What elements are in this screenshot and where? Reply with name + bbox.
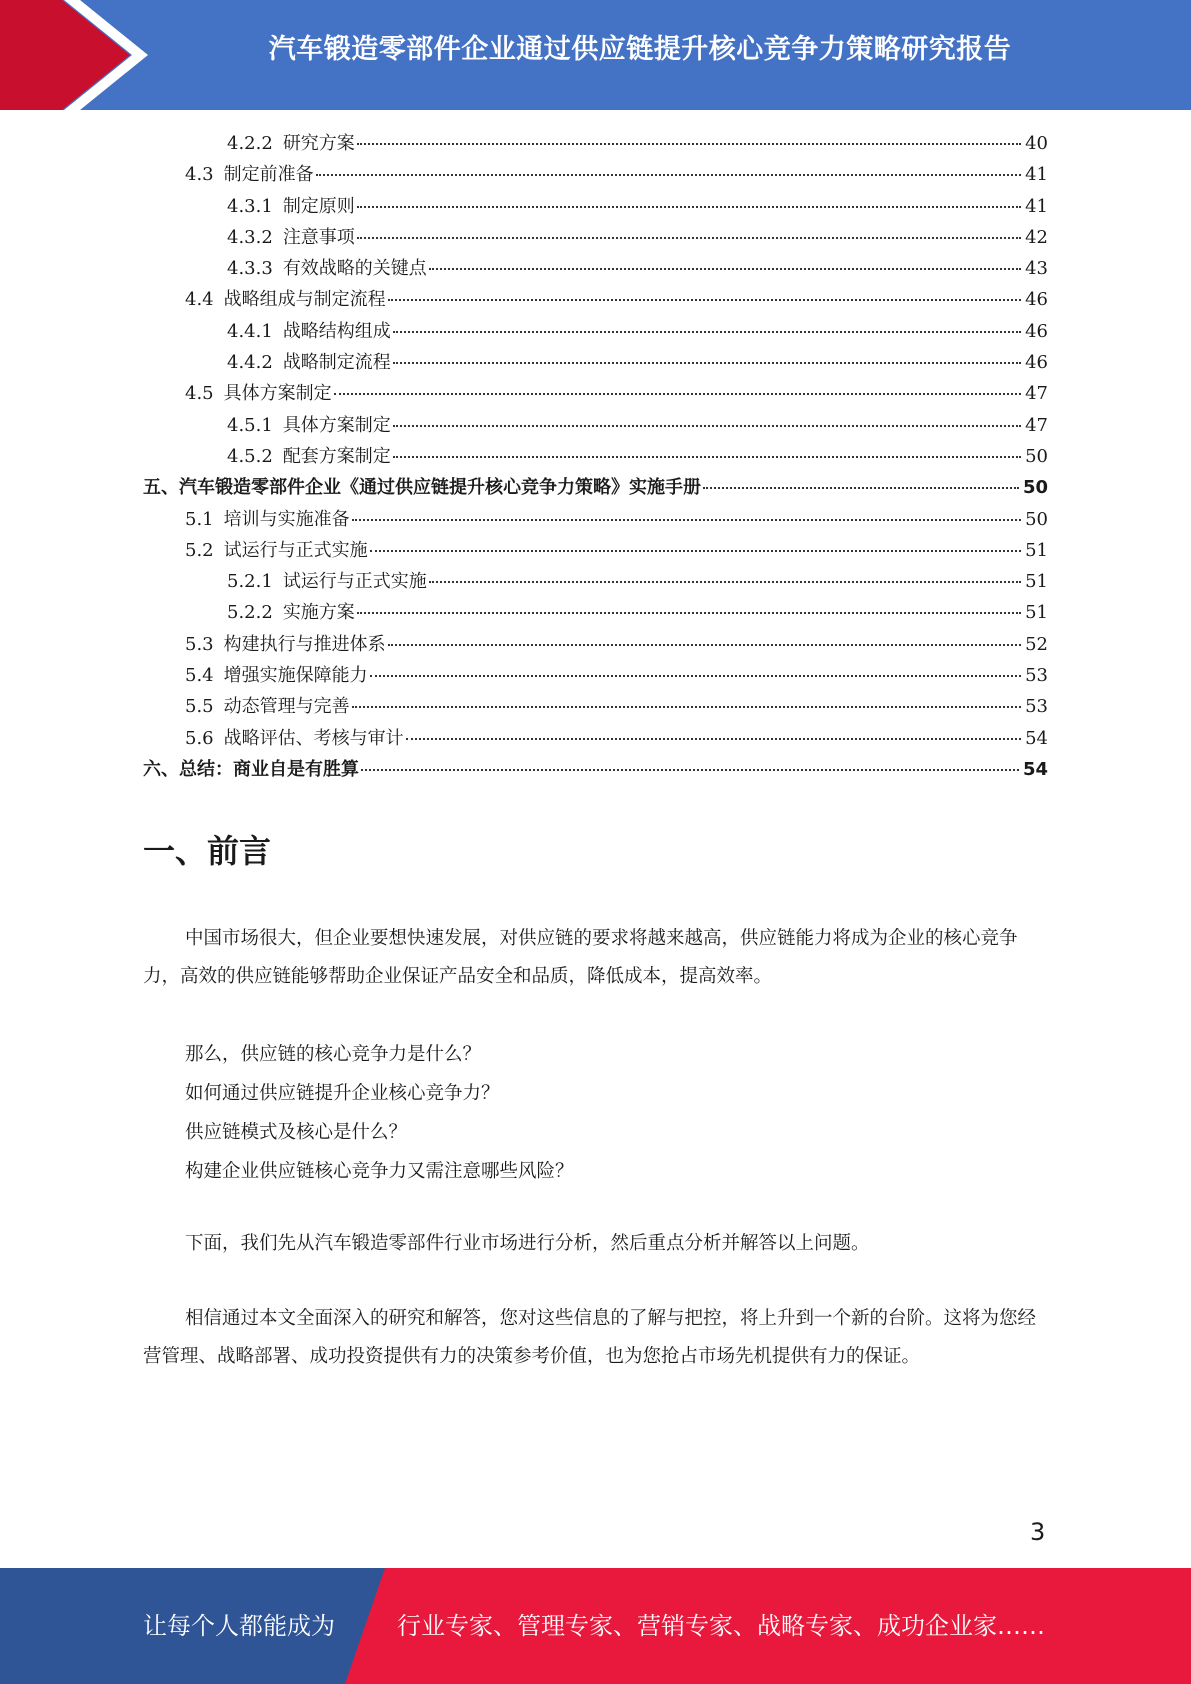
toc-entry-page: 51 — [1025, 539, 1048, 561]
toc-entry-label: 战略结构组成 — [282, 320, 391, 342]
toc-entry-number: 4.2.2 — [227, 133, 273, 154]
toc-entry-page: 51 — [1025, 571, 1048, 593]
toc-entry-number: 5.5 — [185, 696, 214, 718]
toc-entry[interactable] — [143, 317, 1048, 348]
toc-dot-leader — [388, 644, 1021, 646]
toc-entry-label: 制定原则 — [282, 195, 355, 217]
toc-entry-page: 43 — [1025, 258, 1048, 280]
toc-entry[interactable] — [143, 442, 1048, 473]
next-paragraph: 下面，我们先从汽车锻造零部件行业市场进行分析，然后重点分析并解答以上问题。 — [185, 1233, 870, 1254]
toc-dot-leader — [357, 206, 1021, 208]
toc-entry[interactable] — [143, 348, 1048, 379]
toc-entry-number: 5.2 — [185, 539, 214, 561]
toc-entry-number: 4.5 — [185, 383, 214, 405]
toc-dot-leader — [429, 581, 1021, 583]
toc-dot-leader — [370, 675, 1021, 677]
footer-slogan-left: 让每个人都能成为 — [143, 1612, 335, 1640]
report-title: 汽车锻造零部件企业通过供应链提升核心竞争力策略研究报告 — [268, 34, 1012, 65]
toc-entry-label: 具体方案制定 — [223, 383, 332, 405]
toc-dot-leader — [388, 299, 1021, 301]
toc-entry-page: 54 — [1025, 727, 1048, 749]
toc-entry-number: 5.6 — [185, 727, 214, 749]
toc-entry[interactable] — [143, 567, 1048, 598]
toc-entry-number: 4.3.3 — [227, 258, 273, 280]
toc-entry-label: 六、总结：商业自是有胜算 — [143, 758, 359, 780]
toc-entry-number: 4.4.2 — [227, 352, 273, 374]
toc-entry-label: 试运行与正式实施 — [223, 539, 368, 561]
toc-entry-page: 53 — [1025, 665, 1048, 687]
toc-dot-leader — [361, 769, 1019, 771]
toc-entry-label: 培训与实施准备 — [223, 508, 350, 530]
toc-entry-label: 试运行与正式实施 — [282, 571, 427, 593]
toc-entry-page: 46 — [1025, 289, 1048, 311]
toc-entry-number: 4.5.2 — [227, 445, 273, 467]
toc-entry-page: 42 — [1025, 226, 1048, 248]
footer-slogan-right: 行业专家、管理专家、营销专家、战略专家、成功企业家…… — [397, 1612, 1045, 1640]
toc-dot-leader — [357, 612, 1021, 614]
toc-entry[interactable] — [143, 223, 1048, 254]
toc-entry-page: 54 — [1022, 758, 1048, 780]
toc-entry[interactable] — [143, 160, 1048, 191]
toc-entry[interactable] — [143, 129, 1048, 160]
toc-entry-label: 战略组成与制定流程 — [223, 289, 386, 311]
toc-entry-number: 4.5.1 — [227, 414, 273, 436]
toc-entry-label: 战略评估、考核与审计 — [223, 727, 404, 749]
toc-dot-leader — [393, 425, 1021, 427]
toc-entry[interactable] — [143, 724, 1048, 755]
toc-entry-page: 50 — [1025, 508, 1048, 530]
toc-dot-leader — [357, 143, 1021, 145]
toc-entry-label: 有效战略的关键点 — [282, 258, 427, 280]
toc-entry-label: 具体方案制定 — [282, 414, 391, 436]
toc-dot-leader — [429, 268, 1021, 270]
closing-paragraph: 相信通过本文全面深入的研究和解答，您对这些信息的了解与把控，将上升到一个新的台阶。这将为您经营管理、战略部署、成功投资提供有力的决策参考价值，也为您抢占市场先机提供有力的保证。 — [143, 1308, 1037, 1367]
toc-dot-leader — [370, 550, 1021, 552]
toc-entry[interactable] — [143, 192, 1048, 223]
toc-entry-number: 4.3 — [185, 164, 214, 186]
toc-entry-number: 5.2.2 — [227, 602, 273, 624]
section-heading: 一、前言 — [143, 832, 272, 870]
question-line: 供应链模式及核心是什么？ — [185, 1122, 408, 1143]
toc-dot-leader — [352, 706, 1021, 708]
page-number: 3 — [1030, 1518, 1046, 1546]
toc-entry-page: 50 — [1022, 477, 1048, 499]
toc-entry-number: 4.4 — [185, 289, 214, 311]
table-of-contents — [143, 129, 1048, 786]
toc-entry-number: 5.3 — [185, 633, 214, 655]
toc-entry-page: 53 — [1025, 696, 1048, 718]
toc-entry-label: 实施方案 — [282, 602, 355, 624]
toc-entry-page: 46 — [1025, 352, 1048, 374]
toc-entry[interactable] — [143, 692, 1048, 723]
toc-entry-page: 47 — [1025, 414, 1048, 436]
toc-entry-label: 注意事项 — [282, 226, 355, 248]
toc-entry-label: 战略制定流程 — [282, 352, 391, 374]
toc-entry-number: 5.4 — [185, 665, 214, 687]
toc-entry-page: 52 — [1025, 633, 1048, 655]
toc-entry[interactable] — [143, 473, 1048, 504]
header-chevron-graphic — [0, 0, 160, 110]
question-line: 那么，供应链的核心竞争力是什么？ — [185, 1044, 482, 1065]
toc-entry[interactable] — [143, 755, 1048, 786]
toc-dot-leader — [393, 456, 1021, 458]
toc-entry[interactable] — [143, 285, 1048, 316]
toc-entry-number: 5.2.1 — [227, 571, 273, 593]
toc-entry[interactable] — [143, 379, 1048, 410]
toc-entry[interactable] — [143, 505, 1048, 536]
intro-paragraph: 中国市场很大，但企业要想快速发展，对供应链的要求将越来越高，供应链能力将成为企业的核心竞争力，高效的供应链能够帮助企业保证产品安全和品质，降低成本，提高效率。 — [143, 928, 1018, 987]
toc-entry-label: 配套方案制定 — [282, 445, 391, 467]
toc-entry-label: 增强实施保障能力 — [223, 665, 368, 687]
toc-dot-leader — [393, 362, 1021, 364]
toc-entry[interactable] — [143, 536, 1048, 567]
toc-entry[interactable] — [143, 661, 1048, 692]
toc-entry-label: 动态管理与完善 — [223, 696, 350, 718]
toc-dot-leader — [406, 738, 1021, 740]
toc-entry-page: 51 — [1025, 602, 1048, 624]
toc-dot-leader — [357, 237, 1021, 239]
toc-entry-number: 4.3.2 — [227, 226, 273, 248]
toc-entry-page: 41 — [1025, 164, 1048, 186]
toc-entry-label: 五、汽车锻造零部件企业《通过供应链提升核心竞争力策略》实施手册 — [143, 477, 701, 499]
toc-dot-leader — [334, 393, 1021, 395]
toc-dot-leader — [703, 487, 1019, 489]
toc-entry-number: 4.3.1 — [227, 195, 273, 217]
toc-dot-leader — [393, 331, 1021, 333]
toc-entry-page: 41 — [1025, 195, 1048, 217]
toc-entry[interactable] — [143, 630, 1048, 661]
toc-entry-page: 40 — [1025, 133, 1048, 154]
toc-dot-leader — [316, 174, 1021, 176]
toc-entry-page: 47 — [1025, 383, 1048, 405]
toc-entry-number: 5.1 — [185, 508, 214, 530]
toc-entry-label: 制定前准备 — [223, 164, 314, 186]
toc-dot-leader — [352, 519, 1021, 521]
toc-entry-label: 构建执行与推进体系 — [223, 633, 386, 655]
toc-entry-number: 4.4.1 — [227, 320, 273, 342]
page-footer — [0, 1568, 1191, 1684]
toc-entry-label: 研究方案 — [282, 133, 355, 154]
toc-entry[interactable] — [143, 254, 1048, 285]
question-line: 如何通过供应链提升企业核心竞争力？ — [185, 1083, 500, 1104]
toc-entry[interactable] — [143, 411, 1048, 442]
toc-entry-page: 50 — [1025, 445, 1048, 467]
toc-entry[interactable] — [143, 598, 1048, 629]
page-header — [0, 0, 1191, 110]
toc-entry-page: 46 — [1025, 320, 1048, 342]
question-line: 构建企业供应链核心竞争力又需注意哪些风险？ — [185, 1161, 574, 1182]
